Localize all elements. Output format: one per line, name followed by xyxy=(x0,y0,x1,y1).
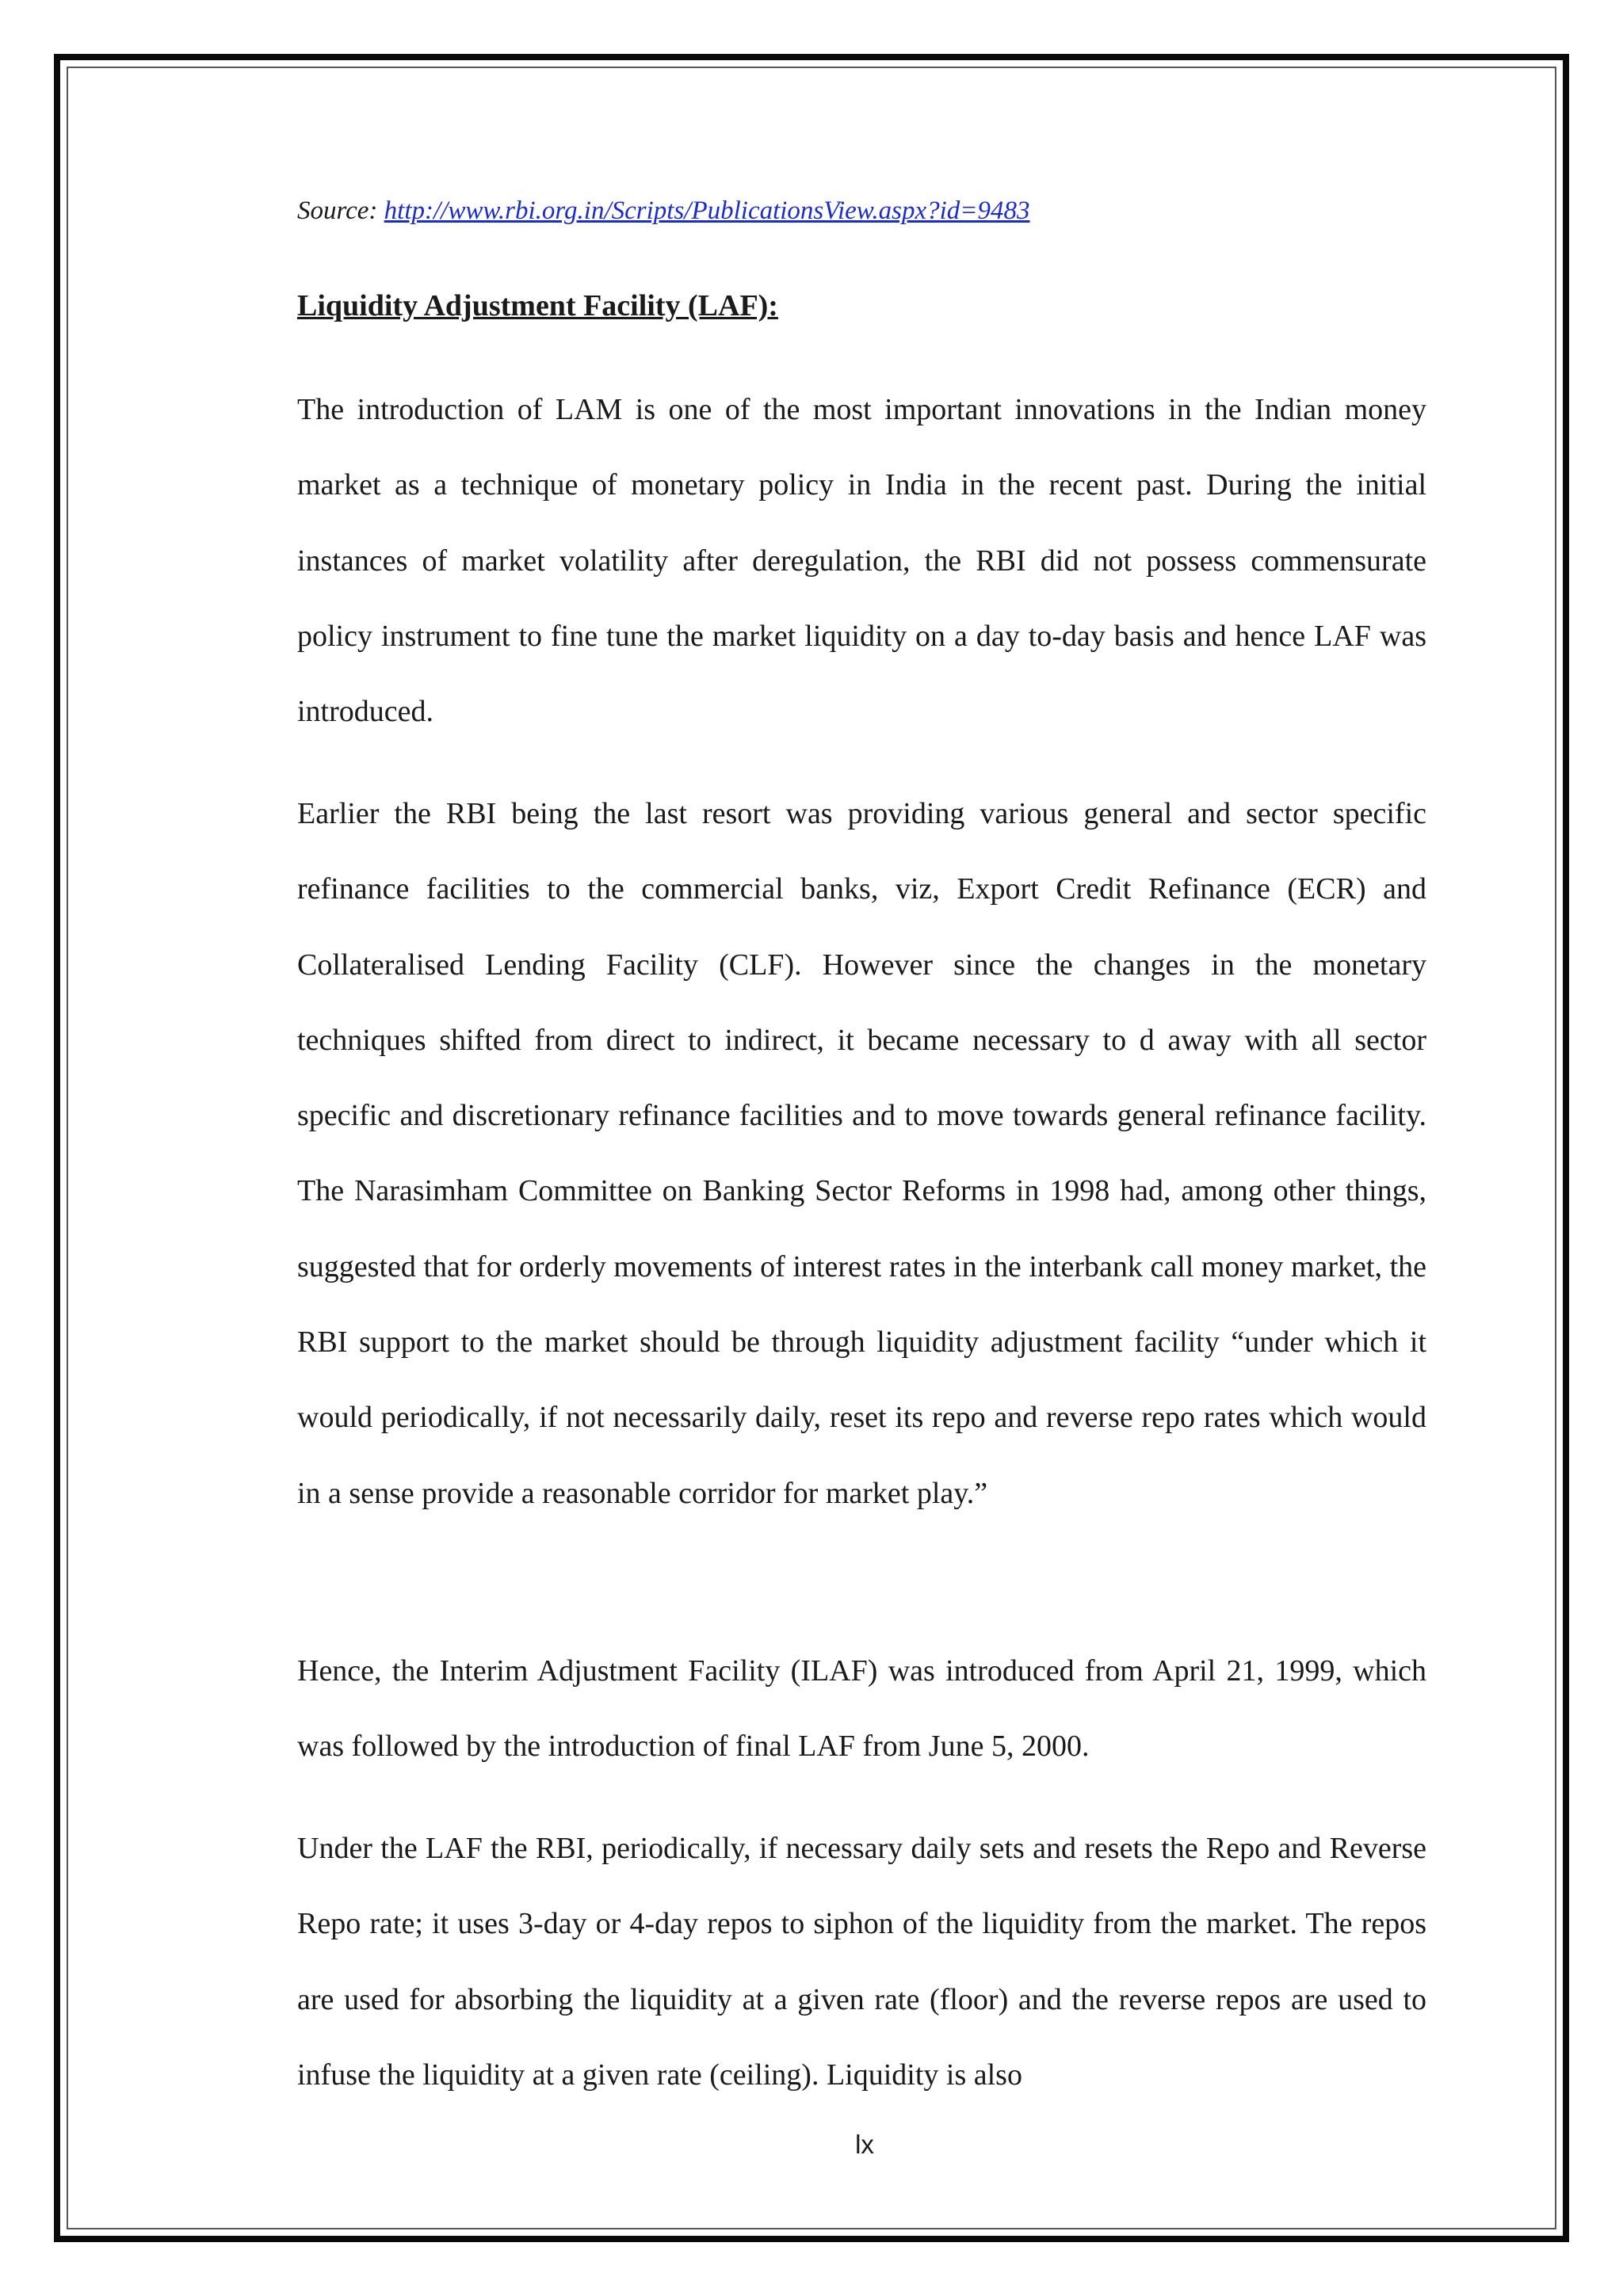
paragraph-laf-introduction: The introduction of LAM is one of the most important innovations in the Indian money market as a technique of monetary policy in India in the recent past. During the initial instances of market volatility after deregulation, the RBI did not possess commensurate policy instrument to fine tune the market liquidity on a day to-day basis and hence LAF was introduced. xyxy=(297,393,1426,729)
source-label: Source: xyxy=(297,196,384,225)
paragraph-ilaf: Hence, the Interim Adjustment Facility (ILAF) was introduced from April 21, 1999, which was followed by the introduction of final LAF from June 5, 2000. xyxy=(297,1654,1426,1764)
paragraph-refinance-history: Earlier the RBI being the last resort was providing various general and sector specific refinance facilities to the commercial banks, viz, Export Credit Refinance (ECR) and Collateralised Lending Facility (CLF). However since the changes in the monetary techniques shifted from direct to indirect, it became necessary to d away with all sector specific and discretionary refinance facilities and to move towards general refinance facility. The Narasimham Committee on Banking Sector Reforms in 1998 had, among other things, suggested that for orderly movements of interest rates in the interbank call money market, the RBI support to the market should be through liquidity adjustment facility “under which it would periodically, if not necessarily daily, reset its repo and reverse repo rates which would in a sense provide a reasonable corridor for market play.” xyxy=(297,797,1426,1510)
source-line xyxy=(297,196,1030,226)
paragraph-laf-mechanism: Under the LAF the RBI, periodically, if necessary daily sets and resets the Repo and Reverse Repo rate; it uses 3-day or 4-day repos to siphon of the liquidity from the market. The repos are used for absorbing the liquidity at a given rate (floor) and the reverse repos are used to infuse the liquidity at a given rate (ceiling). Liquidity is also xyxy=(297,1832,1426,2092)
page-number: lx xyxy=(855,2130,874,2159)
source-link[interactable]: http://www.rbi.org.in/Scripts/PublicationsView.aspx?id=9483 xyxy=(384,196,1030,225)
section-heading: Liquidity Adjustment Facility (LAF): xyxy=(297,289,778,322)
